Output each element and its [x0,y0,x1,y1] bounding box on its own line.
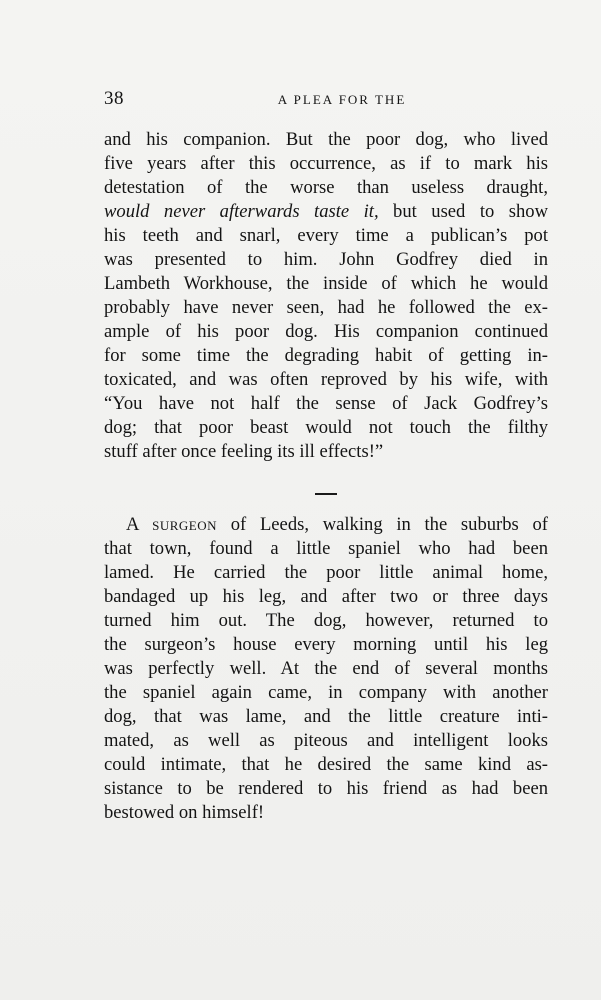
text-line: dog, that was lame, and the little creature inti- [104,706,548,727]
text-line: Lambeth Workhouse, the inside of which he would [104,273,548,294]
page-number: 38 [104,88,124,109]
text-line: the spaniel again came, in company with another [104,682,548,703]
smallcaps-word: SURGEON [152,518,218,533]
text-line: that town, found a little spaniel who had been [104,538,548,559]
text-line: dog; that poor beast would not touch the filthy [104,417,548,438]
text-line: and his companion. But the poor dog, who lived [104,129,548,150]
text-line: bandaged up his leg, and after two or three days [104,586,548,607]
text-line: turned him out. The dog, however, returned to [104,610,548,631]
text-line: could intimate, that he desired the same kind as- [104,754,548,775]
text-line: for some time the degrading habit of getting in- [104,345,548,366]
section-divider [315,493,337,495]
italic-emphasis: would never afterwards taste it, [104,201,379,222]
text-line: ample of his poor dog. His companion continued [104,321,548,342]
text-line: five years after this occurrence, as if to mark his [104,153,548,174]
paragraph-godfrey-dog [104,128,548,464]
text-line: his teeth and snarl, every time a publican’s pot [104,225,548,246]
drop-word: A [126,514,139,535]
text-line: bestowed on himself! [104,802,265,823]
text-line: stuff after once feeling its ill effects!” [104,441,384,462]
text-line: lamed. He carried the poor little animal home, [104,562,548,583]
text-line [104,200,548,224]
paragraph-leeds-surgeon [104,513,548,825]
running-head: A PLEA FOR THE [277,92,407,107]
text-line [104,513,548,537]
text-line: was perfectly well. At the end of several months [104,658,548,679]
text-line: the surgeon’s house every morning until his leg [104,634,548,655]
text-line: mated, as well as piteous and intelligent looks [104,730,548,751]
text-line: “You have not half the sense of Jack Godfrey’s [104,393,548,414]
text-line: detestation of the worse than useless draught, [104,177,548,198]
text-span: of Leeds, walking in the suburbs of [217,514,548,535]
text-line: toxicated, and was often reproved by his wife, with [104,369,548,390]
text-line: sistance to be rendered to his friend as had been [104,778,548,799]
text-line: probably have never seen, had he followed the ex- [104,297,548,318]
page-header [104,88,550,114]
text-line: was presented to him. John Godfrey died in [104,249,548,270]
text-span: but used to show [378,201,548,222]
